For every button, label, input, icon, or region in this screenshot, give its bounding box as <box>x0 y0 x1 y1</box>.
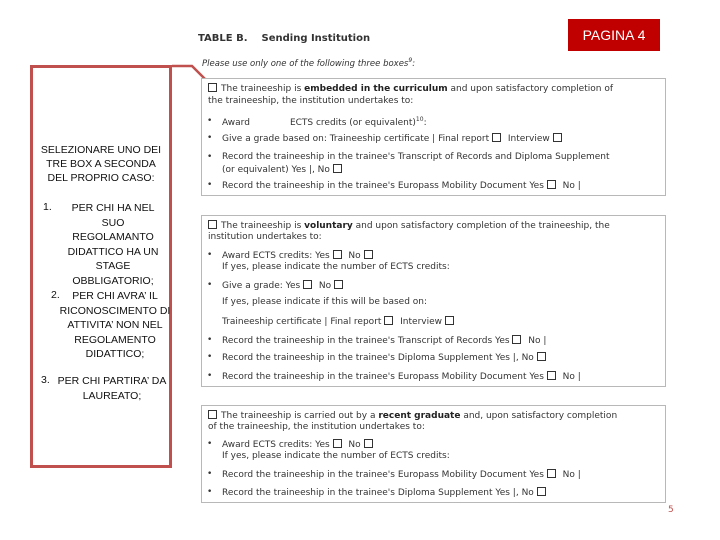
bullet: • <box>207 335 213 345</box>
no-checkbox[interactable] <box>537 352 546 361</box>
option-box-curriculum <box>201 78 666 196</box>
bullet: • <box>207 116 213 126</box>
heading-text: The traineeship is <box>221 84 305 94</box>
text: Award ECTS credits: Yes <box>222 251 333 261</box>
instruction-intro: SELEZIONARE UNO DEI TRE BOX A SECONDA DEL PROPRIO CASO: <box>40 144 162 184</box>
heading-text: and upon satisfactory completion of the traineeship, the <box>352 221 610 231</box>
box-heading <box>208 410 617 421</box>
footnote: 10 <box>415 116 424 123</box>
page-badge: PAGINA 4 <box>568 19 660 51</box>
grade-basis-line: If yes, please indicate if this will be based on: <box>222 297 428 307</box>
option-checkbox[interactable] <box>208 220 217 229</box>
text: Interview <box>505 134 553 144</box>
text: (or equivalent) Yes <box>222 165 309 175</box>
text: Award <box>222 118 250 128</box>
award-ects-line: Award ECTS credits (or equivalent)$^{10}$: <box>222 116 427 128</box>
ects-number-line: If yes, please indicate the number of ECTS credits: <box>222 262 450 272</box>
yes-checkbox[interactable] <box>303 280 312 289</box>
no-checkbox[interactable] <box>537 487 546 496</box>
text: Give a grade based on: Traineeship certificate <box>222 134 433 144</box>
text: No <box>345 251 364 261</box>
final-report-checkbox[interactable] <box>492 133 501 142</box>
table-label: TABLE B. <box>198 33 248 44</box>
bullet: • <box>207 280 213 290</box>
europass-line: Record the traineeship in the trainee's Europass Mobility Document Yes No | <box>222 372 581 382</box>
item-number: 2. <box>51 289 60 301</box>
instruction-item: PER CHI AVRA’ IL RICONOSCIMENTO DI ATTIVITA’ NON NEL REGOLAMENTO DIDATTICO; <box>59 290 171 360</box>
box-heading <box>208 220 610 231</box>
heading-text: and upon satisfactory completion of <box>447 84 613 94</box>
text: Traineeship certificate <box>222 317 325 327</box>
text: Record the traineeship in the trainee's Diploma Supplement Yes <box>222 353 513 363</box>
text: Record the traineeship in the trainee's Transcript of Records Yes <box>222 336 513 346</box>
interview-checkbox[interactable] <box>445 316 454 325</box>
text: Record the traineeship in the trainee's Europass Mobility Document Yes <box>222 181 547 191</box>
text: No <box>559 372 578 382</box>
text: No <box>559 181 578 191</box>
transcript-line: Record the traineeship in the trainee's Transcript of Records Yes No | <box>222 336 547 346</box>
text: No <box>518 353 537 363</box>
final-report-checkbox[interactable] <box>384 316 393 325</box>
grade-line: Give a grade based on: Traineeship certificate | Final report Interview <box>222 133 566 144</box>
instruction-panel <box>30 65 172 468</box>
option-box-voluntary <box>201 215 666 387</box>
award-ects-line <box>222 250 377 261</box>
grade-options-line: Traineeship certificate | Final report Interview <box>222 316 458 327</box>
subtitle: Please use only one of the following three boxes$^9$: <box>202 57 416 69</box>
page-number: 5 <box>668 505 674 515</box>
option-checkbox[interactable] <box>208 83 217 92</box>
heading-text: The traineeship is <box>221 221 305 231</box>
yes-checkbox[interactable] <box>333 439 342 448</box>
europass-line: Record the traineeship in the trainee's Europass Mobility Document Yes No | <box>222 181 581 191</box>
bullet: • <box>207 152 213 162</box>
heading-text: and, upon satisfactory completion <box>460 411 618 421</box>
subtitle-text: Please use only one of the following three boxes <box>202 58 409 69</box>
text: Award ECTS credits: Yes <box>222 440 333 450</box>
box-subheading: of the traineeship, the institution undertakes to: <box>208 422 425 432</box>
instruction-item: PER CHI HA NEL SUO REGOLAMANTO DIDATTICO HA UN STAGE OBBLIGATORIO; <box>67 202 159 287</box>
bullet: • <box>207 469 213 479</box>
bullet: • <box>207 250 213 260</box>
text: Record the traineeship in the trainee's Diploma Supplement Yes <box>222 488 513 498</box>
transcript-line-2: (or equivalent) Yes |, No <box>222 164 346 175</box>
bullet: • <box>207 439 213 449</box>
text: Give a grade: Yes <box>222 281 304 291</box>
bullet: • <box>207 371 213 381</box>
text: No <box>559 470 578 480</box>
heading-emphasis: embedded in the curriculum <box>304 84 448 94</box>
table-title-text: Sending Institution <box>261 33 371 44</box>
bullet: • <box>207 487 213 497</box>
heading-emphasis: recent graduate <box>378 411 461 421</box>
yes-checkbox[interactable] <box>333 250 342 259</box>
item-number: 1. <box>43 201 52 213</box>
yes-checkbox[interactable] <box>547 371 556 380</box>
box-subheading: the traineeship, the institution undertakes to: <box>208 96 414 106</box>
europass-line: Record the traineeship in the trainee's Europass Mobility Document Yes No | <box>222 470 581 480</box>
heading-emphasis: voluntary <box>304 221 353 231</box>
ects-number-line: If yes, please indicate the number of ECTS credits: <box>222 451 450 461</box>
transcript-line: Record the traineeship in the trainee's Transcript of Records and Diploma Supplement <box>222 152 610 162</box>
text: No <box>525 336 544 346</box>
text: Interview <box>397 317 445 327</box>
text: No <box>316 281 335 291</box>
yes-checkbox[interactable] <box>547 469 556 478</box>
no-checkbox[interactable] <box>364 250 373 259</box>
bullet: • <box>207 133 213 143</box>
yes-checkbox[interactable] <box>512 335 521 344</box>
yes-checkbox[interactable] <box>547 180 556 189</box>
text: Record the traineeship in the trainee's Europass Mobility Document Yes <box>222 470 547 480</box>
award-ects-line <box>222 439 377 450</box>
interview-checkbox[interactable] <box>553 133 562 142</box>
subtitle-footnote: 9 <box>408 57 413 64</box>
text: Final report <box>327 317 385 327</box>
heading-text: The traineeship is carried out by a <box>221 411 379 421</box>
box-heading <box>208 83 613 94</box>
no-checkbox[interactable] <box>333 164 342 173</box>
option-box-graduate <box>201 405 666 503</box>
text: ECTS credits (or equivalent) <box>289 118 416 128</box>
diploma-line: Record the traineeship in the trainee's Diploma Supplement Yes |, No <box>222 352 550 363</box>
text: No <box>345 440 364 450</box>
diploma-line: Record the traineeship in the trainee's Diploma Supplement Yes |, No <box>222 487 550 498</box>
no-checkbox[interactable] <box>364 439 373 448</box>
instruction-item: PER CHI PARTIRA’ DA LAUREATO; <box>57 375 167 402</box>
option-checkbox[interactable] <box>208 410 217 419</box>
no-checkbox[interactable] <box>334 280 343 289</box>
grade-line <box>222 280 347 291</box>
text: No <box>314 165 333 175</box>
item-number: 3. <box>41 374 50 386</box>
bullet: • <box>207 352 213 362</box>
text: Record the traineeship in the trainee's Europass Mobility Document Yes <box>222 372 547 382</box>
text: Final report <box>435 134 493 144</box>
box-subheading: institution undertakes to: <box>208 232 322 242</box>
text: No <box>518 488 537 498</box>
bullet: • <box>207 180 213 190</box>
